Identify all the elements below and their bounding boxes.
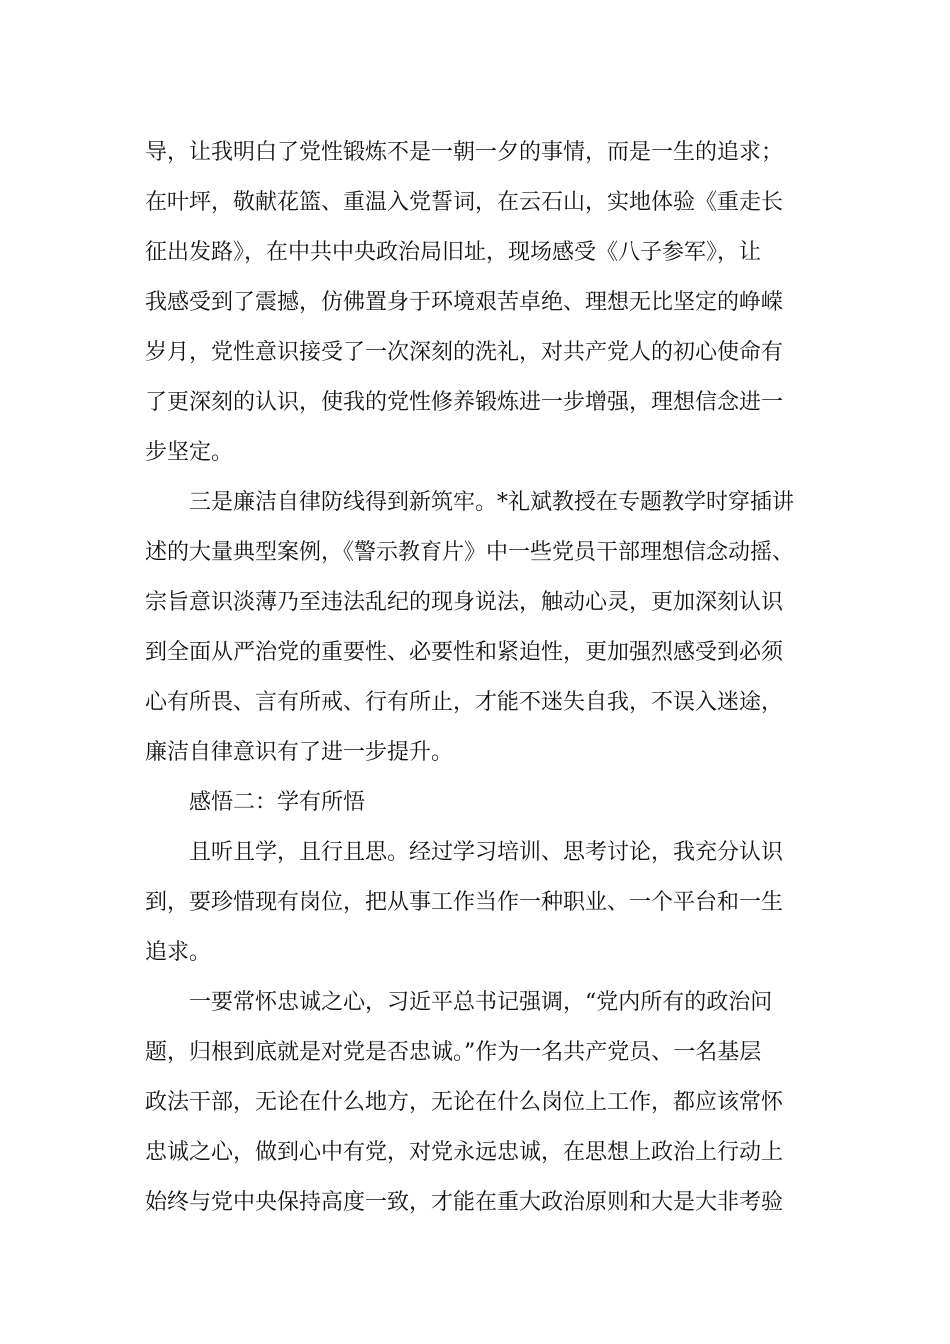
text-line: 始终与党中央保持高度一致，才能在重大政治原则和大是大非考验 bbox=[145, 1190, 784, 1215]
paragraph-start-line: 一要常怀忠诚之心，习近平总书记强调，“党内所有的政治问 bbox=[189, 990, 773, 1015]
text-line: 追求。 bbox=[145, 940, 212, 965]
text-line: 到，要珍惜现有岗位，把从事工作当作一种职业、一个平台和一生 bbox=[145, 890, 784, 915]
text-line: 了更深刻的认识，使我的党性修养锻炼进一步增强，理想信念进一 bbox=[145, 390, 784, 415]
text-line: 在叶坪，敬献花篮、重温入党誓词，在云石山，实地体验《重走长 bbox=[145, 190, 784, 215]
text-line: 题，归根到底就是对党是否忠诚。”作为一名共产党员、一名基层 bbox=[145, 1040, 762, 1065]
text-line: 述的大量典型案例，《警示教育片》中一些党员干部理想信念动摇、 bbox=[145, 540, 795, 565]
body-text bbox=[145, 128, 825, 1228]
text-line: 步坚定。 bbox=[145, 440, 234, 465]
text-line: 忠诚之心，做到心中有党，对党永远忠诚，在思想上政治上行动上 bbox=[145, 1140, 784, 1165]
section-heading: 感悟二：学有所悟 bbox=[189, 790, 366, 815]
text-line: 宗旨意识淡薄乃至违法乱纪的现身说法，触动心灵，更加深刻认识 bbox=[145, 590, 784, 615]
text-line: 到全面从严治党的重要性、必要性和紧迫性，更加强烈感受到必须 bbox=[145, 640, 784, 665]
paragraph-start-line: 且听且学，且行且思。经过学习培训、思考讨论，我充分认识 bbox=[189, 840, 784, 865]
text-line: 导，让我明白了党性锻炼不是一朝一夕的事情，而是一生的追求； bbox=[145, 140, 784, 165]
text-line: 征出发路》，在中共中央政治局旧址，现场感受《八子参军》，让 bbox=[145, 240, 762, 265]
text-line: 廉洁自律意识有了进一步提升。 bbox=[145, 740, 454, 765]
text-line: 心有所畏、言有所戒、行有所止，才能不迷失自我，不误入迷途， bbox=[145, 690, 784, 715]
paragraph-start-line: 三是廉洁自律防线得到新筑牢。*礼斌教授在专题教学时穿插讲 bbox=[189, 490, 795, 515]
text-line: 政法干部，无论在什么地方，无论在什么岗位上工作，都应该常怀 bbox=[145, 1090, 784, 1115]
text-line: 我感受到了震撼，仿佛置身于环境艰苦卓绝、理想无比坚定的峥嵘 bbox=[145, 290, 784, 315]
text-line: 岁月，党性意识接受了一次深刻的洗礼，对共产党人的初心使命有 bbox=[145, 340, 784, 365]
